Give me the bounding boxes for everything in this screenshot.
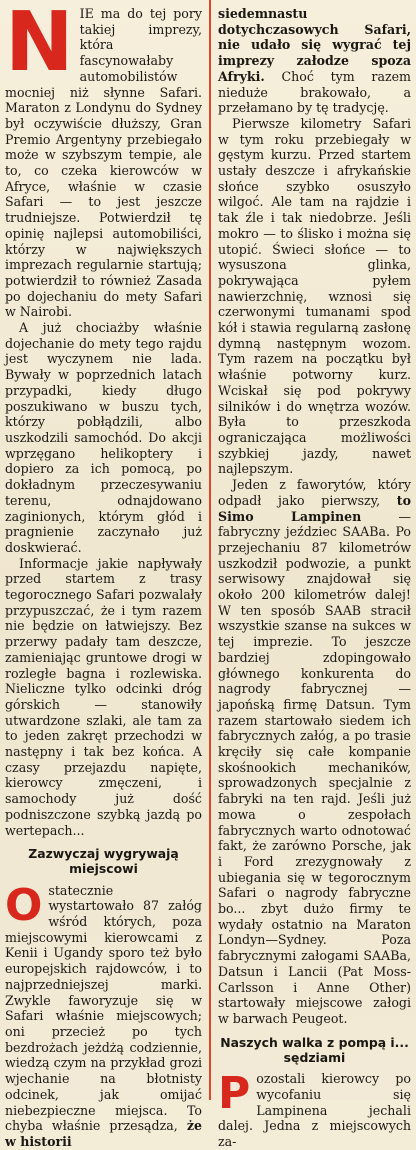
paragraph-7-text-b: — fabryczny jeździec SAABa. Po przejechaniu 87 kilometrów uszkodził podwozie, a punkt serwisowy znajdował się około 200 kilometrów dalej! W ten sposób SAAB stracił wszystkie szanse na sukces w tej imprezie. To jeszcze bardziej zdopingowało głównego konkurenta do nagrody fabrycznej — japońską firmę Datsun. Tym razem startowało siedem ich fabrycznych załóg, a po trasie kręciły się całe kompanie skośnookich mechaników, sprowadzonych specjalnie z fabryki na ten rajd. Jeśli już mowa o zespołach fabrycznych warto odnotować fakt, że zarówno Porsche, jak i Ford zrezygnowały z ubiegania się w tegorocznym Safari o nagrody fabryczne bo... zbyt dużo firmy te wydały ostatnio na Maraton Londyn—Sydney. Poza fabrycznymi załogami SAABa, Datsun i Lancii (Pat Moss-Carlsson i Anne Other) startowały miejscowe załogi w barwach Peugeot. [218,508,411,1026]
drop-cap-o: O [5,879,43,931]
drop-cap-p: P [218,1068,251,1120]
subheading-local-winners: Zazwyczaj wygrywają miejscowi [28,846,179,877]
paragraph-1-text: IE ma do tej pory takiej imprezy, która fascynowałaby automobilistów mocniej niż słynne Safari. Maraton z Londynu do Sydney był oczywiście dłuższy, Gran Premio Argentyny przebiegało może w szybszym tempie, ale to, co czeka kierowców w Afryce, właśnie w czasie Safari — to jest jeszcze trudniejsze. Potwierdził tę opinię najlepsi automobiliści, którzy w największych imprezach regularnie startują; potwierdził to również Zasada po dojechaniu do mety Safari w Nairobi. [5,6,202,320]
paragraph-4-bold: że w historii [5,1118,202,1149]
paragraph-8 [218,1068,411,1150]
paragraph-3: Informacje jakie napływały przed startem z trasy tegorocznego Safari pozwalały przypuszczać, że i tym razem nie będzie on łatwiejszy. Bez przerwy padały tam deszcze, zamieniając gruntowe drogi w rozległe bagna i rozlewiska. Nieliczne tylko odcinki dróg górskich — stanowiły utwardzone szlaki, ale tam za to jeden zakręt przechodzi w następny i tak bez końca. A czasy przejazdu napięte, kierowcy zmęczeni, i samochody już dość podniszczone szybką jazdą po wertepach... [5,555,202,838]
column-divider [209,0,211,1100]
paragraph-5-text: Choć tym razem nieduże brakowało, a przełamano by tę tradycję. [218,68,411,116]
paragraph-7 [218,477,411,1027]
paragraph-7-text-a: Jeden z faworytów, który odpadł jako pierwszy, [218,477,411,508]
article-column-left [5,0,202,1149]
paragraph-4-text: statecznie wystartowało 87 załóg wśród których, poza miejscowymi kierowcami z Kenii i Ugandy sporo też było europejskich rajdowców, i to najprzedniejszej marki. Zwykle faworyzuje się w Safari właśnie miejscowych; oni przecież po tych bezdrożach jeżdżą codziennie, wiedzą czym na przykład grozi wjechanie na błotnisty odcinek, jak omijać niebezpieczne miejsca. To chyba właśnie przesądza, [5,882,202,1134]
article-column-right [218,6,411,1149]
subheading-our-struggle: Naszych walka z pompą i... sędziami [220,1034,409,1065]
drop-cap-n: N [5,0,74,90]
paragraph-1 [5,0,202,320]
paragraph-2: A już chociażby właśnie dojechanie do mety tego rajdu jest wyczynem nie lada. Bywały w poprzednich latach przypadki, kiedy długo poszukiwano w buszu tych, którzy pobłądzili, albo uszkodzili samochód. Do akcji wprzęgano helikoptery i dopiero za ich pomocą, po dokładnym przeczesywaniu terenu, odnajdowano zaginionych, którym głód i pragnienie zaczynało już doskwierać. [5,320,202,555]
paragraph-5-bold: siedemnastu dotychczasowych Safari, nie udało się wygrać tej imprezy załodze spoza Afryki. [218,6,411,84]
paragraph-6: Pierwsze kilometry Safari w tym roku przebiegały w gęstym kurzu. Przed startem ustały deszcze i afrykańskie słońce szybko osuszyło wilgoć. Ale tam na rajdzie i tak źle i tak niedobrze. Jeśli mokro — to ślisko i można się utopić. Świeci słońce — to wysuszona glinka, pokrywająca pyłem nawierzchnię, wznosi się czerwonymi tumanami spod kół i stawia regularną zasłonę dymną następnym wozom. Tym razem na początku był właśnie potworny kurz. Wciskał się pod pokrywy silników i do wnętrza wozów. Była to przeszkoda ograniczająca możliwości szybkiej jazdy, nawet najlepszym. [218,115,411,477]
paragraph-7-bold: to Simo Lampinen [218,492,411,524]
paragraph-5 [218,6,411,116]
paragraph-8-text: ozostali kierowcy po wycofaniu się Lampinena jechali dalej. Jedna z miejscowych za- [218,1071,411,1149]
paragraph-4 [5,879,202,1150]
